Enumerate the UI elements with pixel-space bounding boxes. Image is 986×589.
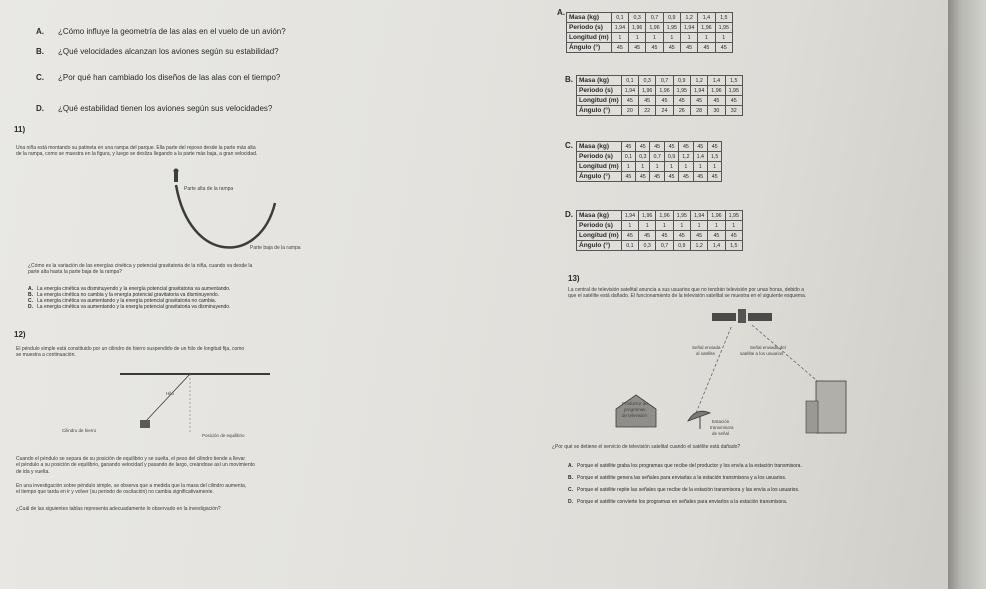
string-label: Hilo: [166, 391, 174, 396]
question-11-options: [28, 286, 230, 310]
option-letter: B.: [36, 47, 44, 56]
option-text: ¿Qué estabilidad tienen los aviones según sus velocidades?: [58, 104, 273, 113]
small-building-icon: [806, 401, 818, 433]
pendulum-figure: [40, 364, 300, 446]
table-row: Periodo (s) 1,94 1,96 1,96 1,95 1,94 1,96 1,95: [577, 86, 743, 96]
question-13-options: [568, 463, 802, 505]
table-row: Ángulo (°) 0,1 0,3 0,7 0,9 1,2 1,4 1,5: [577, 241, 743, 251]
question-11-prompt: ¿Cómo es la variación de las energías cinética y potencial gravitatoria de la niña, cuando va desde la parte alta hasta la parte baja de la rampa?: [28, 263, 253, 276]
table-row: Masa (kg) 0,1 0,3 0,7 0,9 1,2 1,4 1,5: [567, 13, 733, 23]
table-row: Longitud (m) 1 1 1 1 1 1 1: [567, 33, 733, 43]
ramp-top-label: Parte alta de la rampa: [184, 186, 234, 192]
answer-b: B. La energía cinética no cambia y la energía potencial gravitatoria va disminuyendo.: [28, 292, 220, 298]
table-c: [576, 141, 722, 182]
option-d: [36, 105, 272, 113]
table-a: [566, 12, 733, 53]
satellite-diagram: [600, 305, 870, 440]
downlink-label: Señal enviada del satélite a los usuarios: [740, 345, 786, 356]
option-a: [36, 28, 286, 36]
answer-d: D. Porque el satélite convierte los programas en señales para enviarlos a la estación transmisora.: [568, 499, 788, 505]
satellite-panel-left-icon: [712, 313, 736, 321]
table-row: Periodo (s) 1,94 1,96 1,96 1,95 1,94 1,96 1,95: [567, 23, 733, 33]
option-b: [36, 48, 279, 56]
producer-label: Productor de programas de televisión: [622, 401, 648, 418]
dish-antenna-icon: [688, 411, 710, 421]
table-row: Masa (kg) 1,94 1,96 1,96 1,95 1,94 1,96 1,95: [577, 211, 743, 221]
answer-b: B. Porque el satélite genera las señales para enviarlas a la estación transmisora y a los usuarios.: [568, 475, 787, 481]
option-letter: C.: [36, 73, 44, 82]
table-c-label: C.: [565, 141, 573, 150]
question-12-prompt: ¿Cuál de las siguientes tablas representa adecuadamente lo observado en la investigación?: [16, 506, 221, 512]
question-11-number: 11): [14, 125, 26, 134]
table-row: Longitud (m) 45 45 45 45 45 45 45: [577, 96, 743, 106]
question-11-intro: Una niña está montando su patineta en una rampa del parque. Ella parte del reposo desde la parte más alta de la rampa, como se muestra en la figura, y luego se desliza llegando a la parte más baja, a gran velocidad.: [16, 145, 258, 158]
table-row: Ángulo (°) 20 22 24 26 28 30 32: [577, 106, 743, 116]
table-row: Masa (kg) 0,1 0,3 0,7 0,9 1,2 1,4 1,5: [577, 76, 743, 86]
question-13-prompt: ¿Por qué se detiene el servicio de televisión satelital cuando el satélite está dañado?: [552, 444, 741, 450]
table-row: Masa (kg) 45 45 45 45 45 45 45: [577, 142, 722, 152]
answer-c: C. La energía cinética va aumentando y la energía potencial gravitatoria no cambia.: [28, 298, 217, 304]
ramp-bottom-label: Parte baja de la rampa: [250, 245, 301, 251]
answer-a: A. La energía cinética va disminuyendo y la energía potencial gravitatoria va aumentando.: [28, 286, 231, 292]
station-label: Estación transmisora de señal: [710, 419, 734, 436]
table-row: Periodo (s) 0,1 0,3 0,7 0,9 1,2 1,4 1,5: [577, 152, 722, 162]
option-text: ¿Por qué han cambiado los diseños de las alas con el tiempo?: [58, 73, 281, 82]
table-row: Ángulo (°) 45 45 45 45 45 45 45: [577, 172, 722, 182]
question-13-number: 13): [568, 274, 580, 283]
girl-on-skateboard-icon: [174, 173, 178, 182]
ramp-figure: [150, 165, 320, 265]
question-12-paragraph-1: Cuando el péndulo se separa de su posición de equilibrio y se suelta, el peso del cilindro tiende a llevar el péndulo a su posición de equilibrio, ganando velocidad y pasando de largo, creándose así un movimiento de ida y vuelta.: [16, 456, 255, 475]
option-c: [36, 74, 280, 82]
option-text: ¿Qué velocidades alcanzan los aviones según su estabilidad?: [58, 47, 279, 56]
answer-c: C. Porque el satélite repite las señales que recibe de la estación transmisora y las envía a los usuarios.: [568, 487, 800, 493]
ramp-curve: [176, 185, 275, 247]
cylinder-label: Cilindro de hierro: [62, 428, 97, 433]
option-letter: A.: [36, 27, 44, 36]
option-text: ¿Cómo influye la geometría de las alas en el vuelo de un avión?: [58, 27, 286, 36]
table-row: Ángulo (°) 45 45 45 45 45 45 45: [567, 43, 733, 53]
table-row: Longitud (m) 45 45 45 45 45 45 45: [577, 231, 743, 241]
table-b: [576, 75, 743, 116]
table-d: [576, 210, 743, 251]
question-12-intro: El péndulo simple está constituido por un cilindro de hierro suspendido de un hilo de longitud fija, como se muestra a continuación.: [16, 346, 245, 359]
answer-d: D. La energía cinética va aumentando y la energía potencial gravitatoria va disminuyendo.: [28, 304, 231, 310]
table-d-label: D.: [565, 210, 573, 219]
answer-a: A. Porque el satélite graba los programas que recibe del productor y los envía a la estación transmisora.: [568, 463, 802, 469]
satellite-panel-right-icon: [748, 313, 772, 321]
uplink-label: Señal enviada al satélite: [692, 345, 721, 356]
apartment-building-icon: [816, 381, 846, 433]
girl-head-icon: [174, 169, 179, 174]
iron-cylinder-icon: [140, 420, 150, 428]
satellite-icon: [738, 309, 746, 323]
question-12-paragraph-2: En una investigación sobre péndulo simple, se observa que a medida que la masa del cilindro aumenta, el tiempo que tarda en ir y volver (su periodo de oscilación) no cambia significativamente.: [16, 483, 247, 496]
pendulum-string: [145, 374, 190, 422]
equilibrium-label: Posición de equilibrio: [202, 433, 245, 438]
table-row: Periodo (s) 1 1 1 1 1 1 1: [577, 221, 743, 231]
table-row: Longitud (m) 1 1 1 1 1 1 1: [577, 162, 722, 172]
page-edge-shadow: [948, 0, 986, 589]
uplink-arrow: [696, 325, 732, 413]
question-13-intro: La central de televisión satelital anuncia a sus usuarios que no tendrán televisión por unas horas, debido a que el satélite está dañado. El funcionamiento de la televisión satelital se muestra en el siguiente esquema.: [568, 287, 807, 300]
table-b-label: B.: [565, 75, 573, 84]
option-letter: D.: [36, 104, 44, 113]
table-a-label: A.: [557, 8, 565, 17]
question-12-number: 12): [14, 330, 26, 339]
